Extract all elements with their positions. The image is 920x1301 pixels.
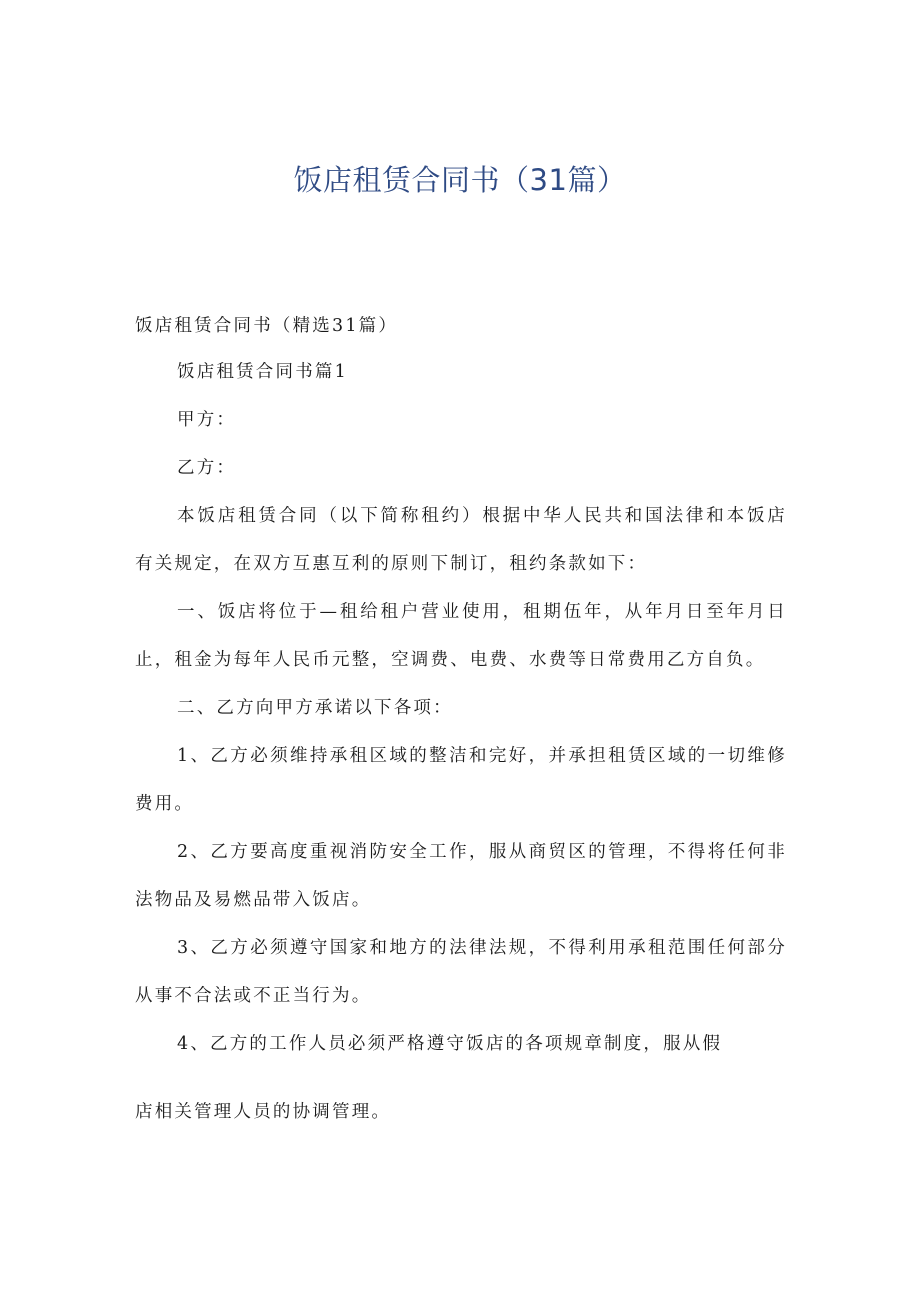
clause-1-paragraph: 一、饭店将位于—租给租户营业使用，租期伍年，从年月日至年月日止，租金为每年人民币元整，空调费、电费、水费等日常费用乙方自负。 bbox=[135, 602, 787, 670]
party-a-line: 甲方： bbox=[177, 410, 237, 430]
trailing-line: 店相关管理人员的协调管理。 bbox=[135, 1102, 392, 1122]
item-3-paragraph: 3、乙方必须遵守国家和地方的法律法规，不得利用承租范围任何部分从事不合法或不正当行为。 bbox=[135, 938, 787, 1006]
item-2-paragraph: 2、乙方要高度重视消防安全工作，服从商贸区的管理，不得将任何非法物品及易燃品带入饭店。 bbox=[135, 842, 787, 910]
document-subtitle: 饭店租赁合同书（精选31篇） bbox=[135, 316, 399, 336]
item-4-paragraph: 4、乙方的工作人员必须严格遵守饭店的各项规章制度，服从假 bbox=[177, 1034, 723, 1054]
document-title: 饭店租赁合同书（31篇） bbox=[293, 163, 627, 197]
party-b-line: 乙方： bbox=[177, 458, 237, 478]
section-heading: 饭店租赁合同书篇1 bbox=[177, 362, 348, 382]
item-1-paragraph: 1、乙方必须维持承租区域的整洁和完好，并承担租赁区域的一切维修费用。 bbox=[135, 746, 787, 814]
intro-paragraph: 本饭店租赁合同（以下简称租约）根据中华人民共和国法律和本饭店有关规定，在双方互惠互利的原则下制订，租约条款如下： bbox=[135, 506, 787, 574]
clause-2-heading: 二、乙方向甲方承诺以下各项： bbox=[177, 698, 453, 718]
